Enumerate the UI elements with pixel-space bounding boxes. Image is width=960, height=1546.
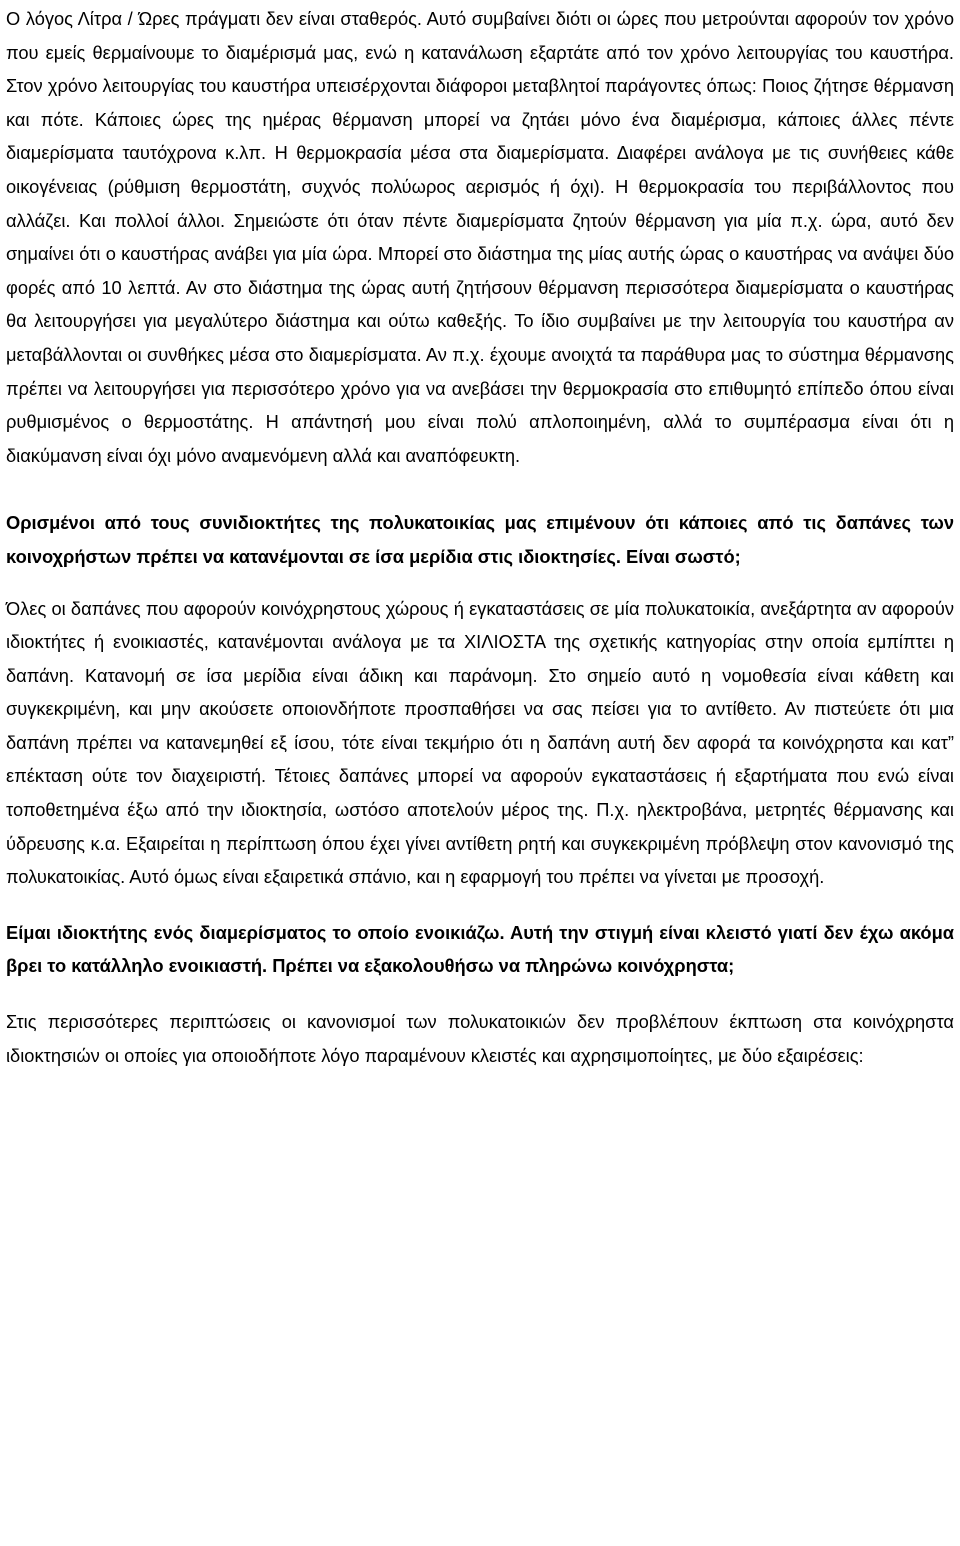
question-closed-apartment: Είμαι ιδιοκτήτης ενός διαμερίσματος το οποίο ενοικιάζω. Αυτή την στιγμή είναι κλειστό γιατί δεν έχω ακόμα βρει το κατάλληλο ενοικιαστή. Πρέπει να εξακολουθήσω να πληρώνω κοινόχρηστα; bbox=[6, 921, 954, 977]
paragraph-boiler-hours: Ο λόγος Λίτρα / Ώρες πράγματι δεν είναι σταθερός. Αυτό συμβαίνει διότι οι ώρες που μετρούνται αφορούν τον χρόνο που εμείς θερμαίνουμε το διαμέρισμά μας, ενώ η κατανάλωση εξαρτάτε από τον χρόνο λειτουργίας του καυστήρα. Στον χρόνο λειτουργίας του καυστήρα υπεισέρχονται διάφοροι μεταβλητοί παράγοντες όπως: Ποιος ζήτησε θέρμανση και πότε. Κάποιες ώρες της ημέρας θέρμανση μπορεί να ζητάει μόνο ένα διαμέρισμα, κάποιες άλλες πέντε διαμερίσματα ταυτόχρονα κ.λπ. Η θερμοκρασία μέσα στα διαμερίσματα. Διαφέρει ανάλογα με τις συνήθειες κάθε οικογένειας (ρύθμιση θερμοστάτη, συχνός πολύωρος αερισμός ή όχι). Η θερμοκρασία του περιβάλλοντος που αλλάζει. Και πολλοί άλλοι. Σημειώστε ότι όταν πέντε διαμερίσματα ζητούν θέρμανση για μία π.χ. ώρα, αυτό δεν σημαίνει ότι ο καυστήρας ανάβει για μία ώρα. Μπορεί στο διάστημα της μίας αυτής ώρας ο καυστήρας να ανάψει δύο φορές από 10 λεπτά. Αν στο διάστημα της ώρας αυτή ζητήσουν θέρμανση περισσότερα διαμερίσματα ο καυστήρας θα λειτουργήσει για μεγαλύτερο διάστημα και ούτω καθεξής. Το ίδιο συμβαίνει με την λειτουργία του καυστήρα αν μεταβάλλονται οι συνθήκες μέσα στο διαμερίσματα. Αν π.χ. έχουμε ανοιχτά τα παράθυρα μας το σύστημα θέρμανσης πρέπει να λειτουργήσει για περισσότερο χρόνο για να ανεβάσει την θερμοκρασία στο επιθυμητό επίπεδο όπου είναι ρυθμισμένος ο θερμοστάτης. Η απάντησή μου είναι πολύ απλοποιημένη, αλλά το συμπέρασμα είναι ότι η διακύμανση είναι όχι μόνο αναμενόμενη αλλά και αναπόφευκτη. bbox=[6, 8, 954, 466]
answer-equal-shares: Όλες οι δαπάνες που αφορούν κοινόχρηστους χώρους ή εγκαταστάσεις σε μία πολυκατοικία, ανεξάρτητα αν αφορούν ιδιοκτήτες ή ενοικιαστές, κατανέμονται ανάλογα με τα ΧΙΛΙΟΣΤΑ της σχετικής κατηγορίας στην οποία εμπίπτει η δαπάνη. Κατανομή σε ίσα μερίδια είναι άδικη και παράνομη. Στο σημείο αυτό η νομοθεσία είναι κάθετη και συγκεκριμένη, και μην ακούσετε οποιονδήποτε προσπαθήσει να σας πείσει για το αντίθετο. Αν πιστεύετε ότι μια δαπάνη πρέπει να κατανεμηθεί εξ ίσου, τότε είναι τεκμήριο ότι η δαπάνη αυτή δεν αφορά τα κοινόχρηστα και κατ” επέκταση ούτε τον διαχειριστή. Τέτοιες δαπάνες μπορεί να αφορούν εγκαταστάσεις ή εξαρτήματα που ενώ είναι τοποθετημένα έξω από την ιδιοκτησία, ωστόσο αποτελούν μέρος της. Π.χ. ηλεκτροβάνα, μετρητές θέρμανσης και ύδρευσης κ.α. Εξαιρείται η περίπτωση όπου έχει γίνει αντίθετη ρητή και συγκεκριμένη πρόβλεψη στον κανονισμό της πολυκατοικίας. Αυτό όμως είναι εξαιρετικά σπάνιο, και η εφαρμογή του πρέπει να γίνεται με προσοχή. bbox=[6, 597, 954, 888]
answer-closed-apartment: Στις περισσότερες περιπτώσεις οι κανονισμοί των πολυκατοικιών δεν προβλέπουν έκπτωση στα κοινόχρηστα ιδιοκτησιών οι οποίες για οποιοδήποτε λόγο παραμένουν κλειστές και αχρησιμοποίητες, με δύο εξαιρέσεις: bbox=[6, 1011, 954, 1066]
document-page bbox=[6, 0, 954, 1072]
question-equal-shares: Ορισμένοι από τους συνιδιοκτήτες της πολυκατοικίας μας επιμένουν ότι κάποιες από τις δαπάνες των κοινοχρήστων πρέπει να κατανέμονται σε ίσα μερίδια στις ιδιοκτησίες. Είναι σωστό; bbox=[6, 512, 954, 567]
